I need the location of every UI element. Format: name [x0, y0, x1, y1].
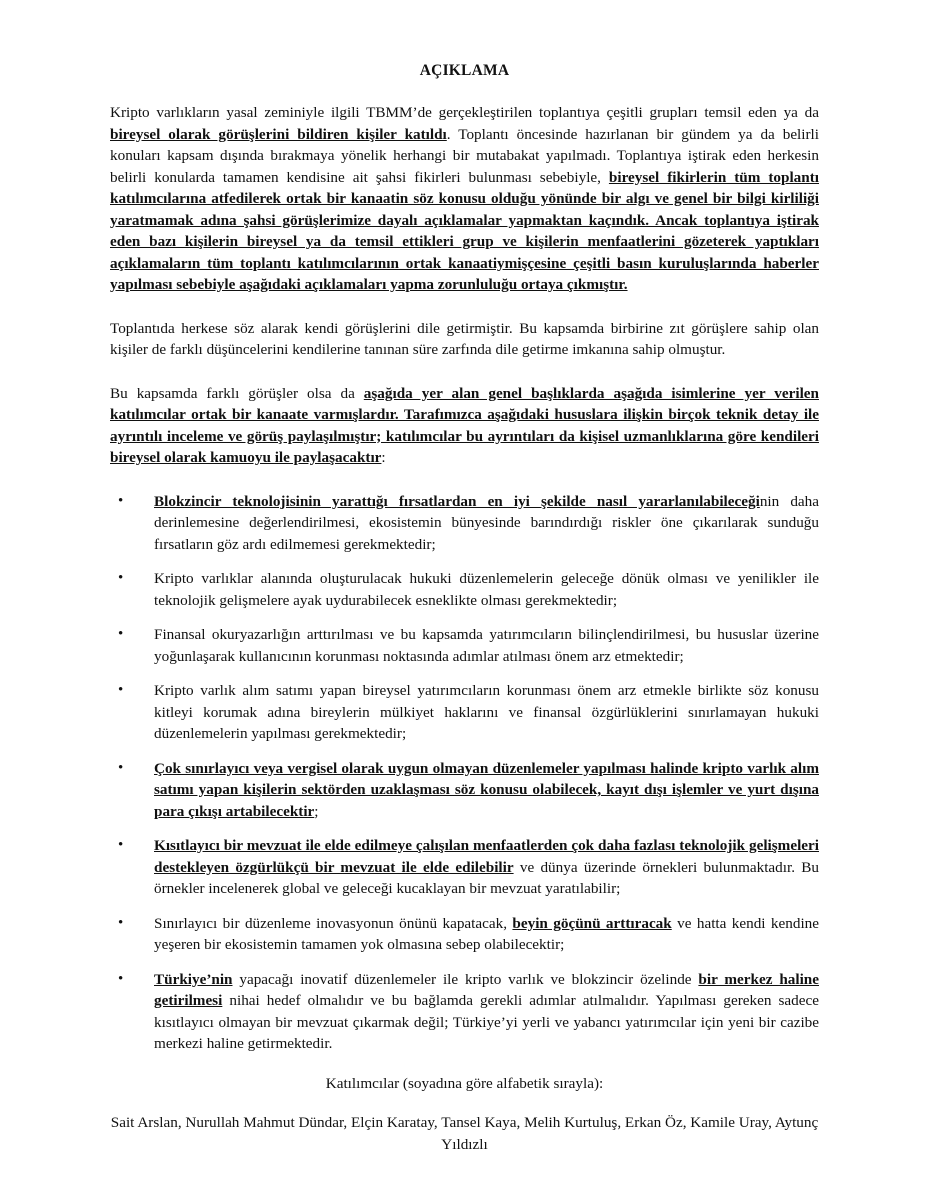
- list-item: [110, 680, 819, 745]
- body-text: yapacağı inovatif düzenlemeler ile kripto varlık ve blokzincir özelinde: [232, 970, 699, 988]
- participants-list: Sait Arslan, Nurullah Mahmut Dündar, Elçin Karatay, Tansel Kaya, Melih Kurtuluş, Erkan Öz, Kamile Uray, Aytunç Yıldızlı: [110, 1114, 819, 1153]
- emphasized-text: aşağıda yer alan genel başlıklarda aşağıda isimlerine yer verilen katılımcılar ortak bir kanaate varmışlardır. Tarafımızca aşağıdaki hususlara ilişkin birçok teknik detay ile ayrıntılı inceleme ve görüş paylaşılmıştır; katılımcılar bu ayrıntıları da kişisel uzmanlıklarına göre kendileri bireysel olarak kamuoyu ile paylaşacaktır: [110, 384, 819, 466]
- list-item-text: [154, 682, 819, 742]
- emphasized-text: bireysel fikirlerin tüm toplantı katılımcılarına atfedilerek ortak bir kanaatin söz konusu olduğu yönünde bir algı ve genel bir bilgi kirliliği yaratmamak adına şahsi görüşlerimize dayalı açıklamalar yapmaktan kaçındık. Ancak toplantıya iştirak eden bazı kişilerin bireysel ya da temsil ettikleri grup ve kişilerin menfaatlerini gözeterek yaptıkları açıklamaların tüm toplantı katılımcılarının ortak kanaatiymişçesine çeşitli basın kuruluşlarında haberler yapılması sebebiyle aşağıdaki açıklamaları yapma zorunluluğu ortaya çıkmıştır.: [110, 168, 819, 293]
- list-item: [110, 758, 819, 823]
- body-text: ;: [314, 802, 319, 820]
- body-text: Bu kapsamda farklı görüşler olsa da: [110, 384, 364, 402]
- document-title: AÇIKLAMA: [419, 62, 510, 79]
- list-item-text: [154, 971, 819, 1053]
- list-item-text: [154, 570, 819, 609]
- list-item: [110, 913, 819, 956]
- list-item-text: [154, 493, 819, 553]
- emphasized-text: bireysel olarak görüşlerini bildiren kişiler katıldı: [110, 125, 447, 143]
- emphasized-text: beyin göçünü arttıracak: [512, 914, 672, 932]
- list-item: [110, 969, 819, 1055]
- list-item-text: [154, 915, 819, 954]
- list-item: [110, 491, 819, 556]
- consensus-list: [110, 491, 819, 1055]
- body-text: ve dünya üzerinde örnekleri bulunmaktadır. Bu örnekler incelenerek global ve geleceği kucaklayan bir mevzuat yaratılabilir;: [154, 858, 819, 897]
- consensus-paragraph: [110, 383, 819, 469]
- body-text: nihai hedef olmalıdır ve bu bağlamda gerekli adımlar atılmalıdır. Yapılması gereken sadece kısıtlayıcı olmayan bir mevzuat çıkarmak değil; Türkiye’yi yerli ve yabancı yatırımcılar için yeni bir cazibe merkezi haline getirmektedir.: [154, 992, 819, 1052]
- bullet-icon: •: [118, 759, 124, 776]
- list-item-text: [154, 626, 819, 665]
- emphasized-text: Çok sınırlayıcı veya vergisel olarak uygun olmayan düzenlemeler yapılması halinde kripto varlık alım satımı yapan kişilerin sektörden uzaklaşması söz konusu olabilecek, kayıt dışı işlemler ve yurt dışına para çıkışı artabilecektir: [154, 759, 819, 820]
- bullet-icon: •: [118, 492, 124, 509]
- emphasized-text: bir merkez haline getirilmesi: [154, 970, 819, 1009]
- bullet-icon: •: [118, 970, 124, 987]
- emphasized-text: Türkiye’nin: [154, 970, 233, 988]
- body-text: . Toplantı öncesinde hazırlanan bir gündem ya da belirli konuları kapsam dışında bırakmaya yönelik herhangi bir mutabakat yapılmadı. Toplantıya iştirak eden herkesin belirli konularda tamamen kendisine ait şahsi fikirleri bulunması sebebiyle,: [110, 125, 819, 186]
- body-text: :: [381, 449, 386, 466]
- body-text: nin daha derinlemesine değerlendirilmesi, ekosistemin bünyesinde barındırdığı riskler öne çıkarılarak sunduğu fırsatların göz ardı edilmemesi gerekmektedir;: [154, 492, 819, 553]
- document-page: [110, 62, 819, 1155]
- body-text: ve hatta kendi kendine yeşeren bir ekosistemin tamamen yok olmasına sebep olabilecektir;: [154, 914, 820, 953]
- bullet-icon: •: [118, 682, 124, 698]
- list-item-text: [154, 837, 819, 897]
- emphasized-text: Kısıtlayıcı bir mevzuat ile elde edilmeye çalışılan menfaatlerden çok daha fazlası teknolojik gelişmeleri destekleyen özgürlükçü bir mevzuat ile elde edilebilir: [154, 837, 819, 876]
- participants-heading: Katılımcılar (soyadına göre alfabetik sırayla):: [325, 1074, 604, 1092]
- intro-paragraph: [110, 102, 819, 296]
- list-item-text: [154, 760, 819, 820]
- meeting-paragraph: [110, 318, 819, 361]
- emphasized-text: Blokzincir teknolojisinin yarattığı fırsatlardan en iyi şekilde nasıl yararlanılabileceği: [154, 492, 760, 510]
- list-item: [110, 624, 819, 667]
- body-text: Kripto varlıkların yasal zeminiyle ilgili TBMM’de gerçekleştirilen toplantıya çeşitli grupları temsil eden ya da: [110, 104, 819, 121]
- bullet-icon: •: [118, 914, 124, 931]
- body-text: Toplantıda herkese söz alarak kendi görüşlerini dile getirmiştir. Bu kapsamda birbirine zıt görüşlere sahip olan kişiler de farklı düşüncelerini kendilerine tanınan süre zarfında dile getirme imkanına sahip olmuştur.: [110, 319, 819, 358]
- bullet-icon: •: [118, 837, 124, 853]
- bullet-icon: •: [118, 570, 124, 586]
- body-text: Kripto varlık alım satımı yapan bireysel yatırımcıların korunması önem arz etmekle birlikte söz konusu kitleyi korumak adına bireylerin mülkiyet haklarını ve finansal özgürlüklerini sınırlamayan hukuki düzenlemelerin yapılması gerekmektedir;: [154, 682, 819, 742]
- body-text: Sınırlayıcı bir düzenleme inovasyonun önünü kapatacak,: [154, 914, 513, 932]
- body-text: Kripto varlıklar alanında oluşturulacak hukuki düzenlemelerin geleceğe dönük olması ve yenilikler ile teknolojik gelişmelere ayak uydurabilecek esneklikte olması gerekmektedir;: [154, 570, 819, 609]
- list-item: [110, 835, 819, 900]
- bullet-icon: •: [118, 626, 124, 642]
- list-item: [110, 568, 819, 611]
- body-text: Finansal okuryazarlığın arttırılması ve bu kapsamda yatırımcıların bilinçlendirilmesi, bu hususlar üzerine yoğunlaşarak kullanıcının korunması noktasında adımlar atılması önem arz etmektedir;: [154, 626, 819, 665]
